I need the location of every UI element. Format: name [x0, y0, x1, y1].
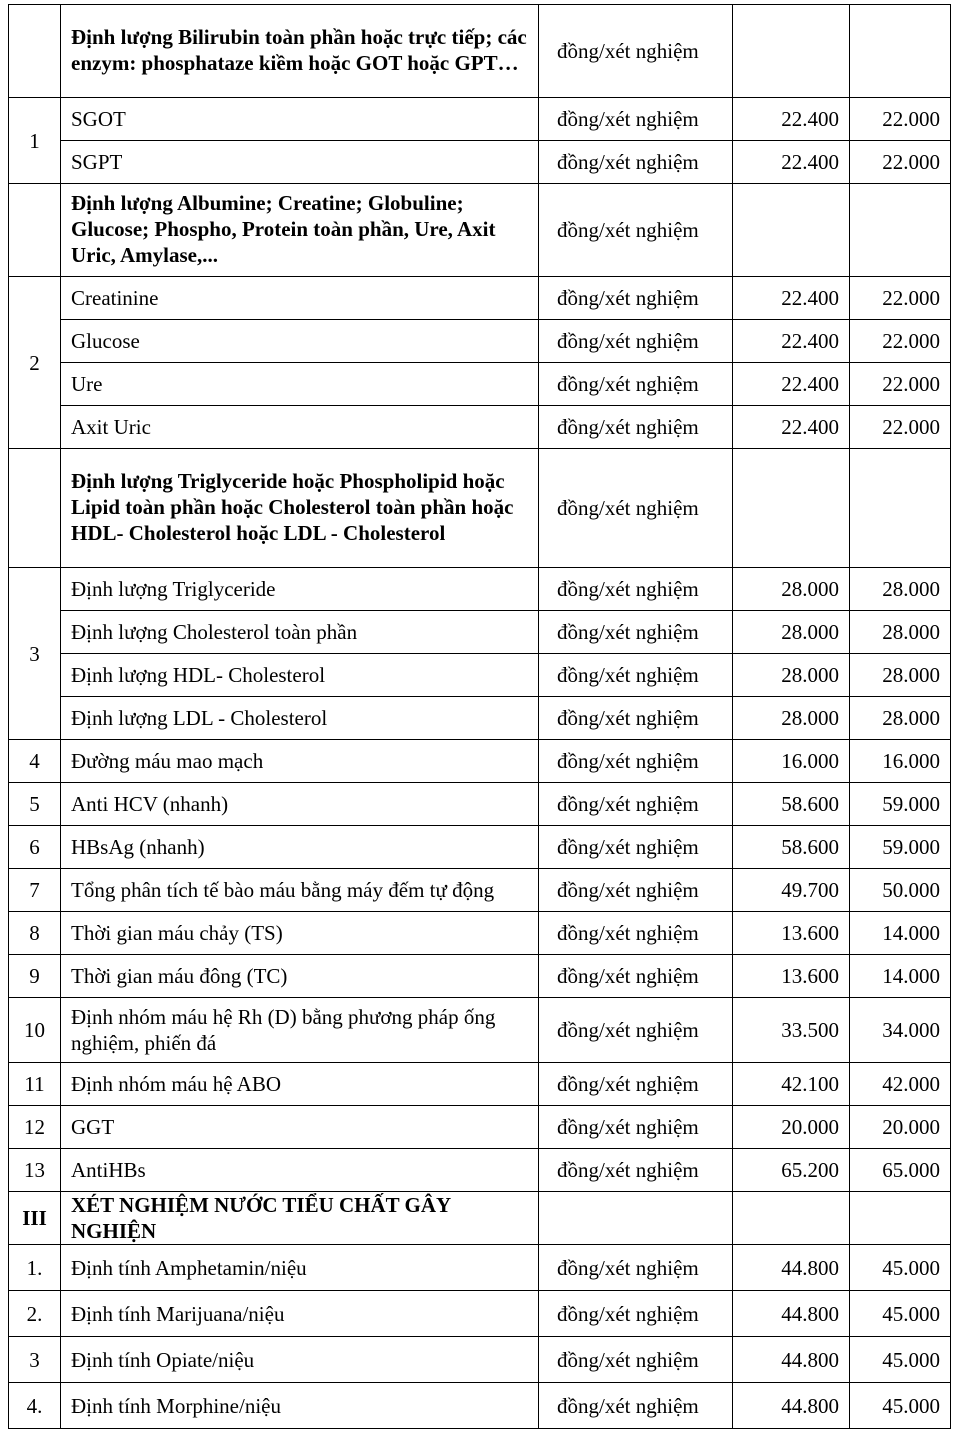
price-old: 28.000 [733, 611, 850, 654]
unit-cell: đồng/xét nghiệm [539, 998, 733, 1063]
unit-cell [539, 1192, 733, 1245]
price-old: 13.600 [733, 955, 850, 998]
section-number: III [9, 1192, 61, 1245]
item-name: SGOT [61, 98, 539, 141]
item-name: SGPT [61, 141, 539, 184]
price-old: 42.100 [733, 1063, 850, 1106]
price-old: 65.200 [733, 1149, 850, 1192]
table-row [9, 1337, 951, 1383]
unit-cell: đồng/xét nghiệm [539, 1149, 733, 1192]
price-new: 22.000 [850, 320, 951, 363]
price-old: 28.000 [733, 654, 850, 697]
unit-cell: đồng/xét nghiệm [539, 1063, 733, 1106]
stt-cell: 4 [9, 740, 61, 783]
table-row [9, 277, 951, 320]
unit-cell: đồng/xét nghiệm [539, 184, 733, 277]
stt-cell: 8 [9, 912, 61, 955]
table-row [9, 1245, 951, 1291]
table-row [9, 955, 951, 998]
stt-cell: 9 [9, 955, 61, 998]
table-row [9, 568, 951, 611]
stt-cell [9, 449, 61, 568]
unit-cell: đồng/xét nghiệm [539, 449, 733, 568]
table-row [9, 826, 951, 869]
item-name: Định lượng Triglyceride [61, 568, 539, 611]
price-new [850, 184, 951, 277]
price-new: 14.000 [850, 912, 951, 955]
item-name: Creatinine [61, 277, 539, 320]
unit-cell: đồng/xét nghiệm [539, 320, 733, 363]
price-new: 45.000 [850, 1245, 951, 1291]
stt-cell: 10 [9, 998, 61, 1063]
price-old: 22.400 [733, 406, 850, 449]
price-new: 22.000 [850, 363, 951, 406]
unit-cell: đồng/xét nghiệm [539, 1106, 733, 1149]
item-name: Đường máu mao mạch [61, 740, 539, 783]
table-row [9, 1106, 951, 1149]
price-old: 22.400 [733, 363, 850, 406]
item-name: Định lượng LDL - Cholesterol [61, 697, 539, 740]
unit-cell: đồng/xét nghiệm [539, 1383, 733, 1429]
item-name: Glucose [61, 320, 539, 363]
unit-cell: đồng/xét nghiệm [539, 826, 733, 869]
price-old: 22.400 [733, 320, 850, 363]
price-new: 42.000 [850, 1063, 951, 1106]
item-name: Ure [61, 363, 539, 406]
price-old [733, 449, 850, 568]
group-name: Định lượng Albumine; Creatine; Globuline; Glucose; Phospho, Protein toàn phần, Ure, Axit Uric, Amylase,... [61, 184, 539, 277]
item-name: Thời gian máu chảy (TS) [61, 912, 539, 955]
price-new: 16.000 [850, 740, 951, 783]
table-row [9, 654, 951, 697]
stt-cell: 12 [9, 1106, 61, 1149]
table-row [9, 869, 951, 912]
unit-cell: đồng/xét nghiệm [539, 1337, 733, 1383]
item-name: Axit Uric [61, 406, 539, 449]
item-name: Định lượng HDL- Cholesterol [61, 654, 539, 697]
price-old: 44.800 [733, 1245, 850, 1291]
table-row [9, 1291, 951, 1337]
table-row [9, 1149, 951, 1192]
unit-cell: đồng/xét nghiệm [539, 869, 733, 912]
price-new: 20.000 [850, 1106, 951, 1149]
price-old: 58.600 [733, 826, 850, 869]
price-new: 65.000 [850, 1149, 951, 1192]
stt-cell: 1 [9, 98, 61, 184]
price-old: 28.000 [733, 568, 850, 611]
unit-cell: đồng/xét nghiệm [539, 1245, 733, 1291]
price-old: 13.600 [733, 912, 850, 955]
unit-cell: đồng/xét nghiệm [539, 697, 733, 740]
item-name: Định tính Morphine/niệu [61, 1383, 539, 1429]
stt-cell: 6 [9, 826, 61, 869]
group-name: Định lượng Triglyceride hoặc Phospholipid hoặc Lipid toàn phần hoặc Cholesterol toàn phần hoặc HDL- Cholesterol hoặc LDL - Cholesterol [61, 449, 539, 568]
table-row [9, 98, 951, 141]
section-row [9, 1192, 951, 1245]
table-row [9, 740, 951, 783]
unit-cell: đồng/xét nghiệm [539, 277, 733, 320]
unit-cell: đồng/xét nghiệm [539, 654, 733, 697]
stt-cell: 2 [9, 277, 61, 449]
unit-cell: đồng/xét nghiệm [539, 912, 733, 955]
stt-cell: 2. [9, 1291, 61, 1337]
stt-cell: 7 [9, 869, 61, 912]
unit-cell: đồng/xét nghiệm [539, 1291, 733, 1337]
section-title: XÉT NGHIỆM NƯỚC TIỂU CHẤT GÂY NGHIỆN [61, 1192, 539, 1245]
group-row [9, 5, 951, 98]
stt-cell: 4. [9, 1383, 61, 1429]
table-row [9, 697, 951, 740]
price-old [733, 184, 850, 277]
unit-cell: đồng/xét nghiệm [539, 363, 733, 406]
item-name: Định nhóm máu hệ ABO [61, 1063, 539, 1106]
price-new: 50.000 [850, 869, 951, 912]
item-name: Định lượng Cholesterol toàn phần [61, 611, 539, 654]
price-new: 22.000 [850, 98, 951, 141]
unit-cell: đồng/xét nghiệm [539, 406, 733, 449]
price-new: 45.000 [850, 1383, 951, 1429]
unit-cell: đồng/xét nghiệm [539, 568, 733, 611]
price-new [850, 449, 951, 568]
price-new: 22.000 [850, 406, 951, 449]
price-old [733, 5, 850, 98]
price-new: 22.000 [850, 141, 951, 184]
unit-cell: đồng/xét nghiệm [539, 611, 733, 654]
unit-cell: đồng/xét nghiệm [539, 98, 733, 141]
price-new: 34.000 [850, 998, 951, 1063]
price-old: 22.400 [733, 98, 850, 141]
price-old: 44.800 [733, 1337, 850, 1383]
table-row [9, 141, 951, 184]
group-name: Định lượng Bilirubin toàn phần hoặc trực tiếp; các enzym: phosphataze kiềm hoặc GOT hoặc GPT… [61, 5, 539, 98]
unit-cell: đồng/xét nghiệm [539, 141, 733, 184]
table-row [9, 320, 951, 363]
item-name: Tổng phân tích tế bào máu bằng máy đếm tự động [61, 869, 539, 912]
price-new: 59.000 [850, 783, 951, 826]
price-new: 14.000 [850, 955, 951, 998]
price-old: 58.600 [733, 783, 850, 826]
group-row [9, 449, 951, 568]
price-new: 28.000 [850, 654, 951, 697]
price-new: 45.000 [850, 1337, 951, 1383]
price-new: 28.000 [850, 568, 951, 611]
item-name: Định tính Opiate/niệu [61, 1337, 539, 1383]
price-old: 22.400 [733, 141, 850, 184]
table-row [9, 363, 951, 406]
unit-cell: đồng/xét nghiệm [539, 5, 733, 98]
item-name: Thời gian máu đông (TC) [61, 955, 539, 998]
table-row [9, 783, 951, 826]
stt-cell: 13 [9, 1149, 61, 1192]
unit-cell: đồng/xét nghiệm [539, 783, 733, 826]
stt-cell: 5 [9, 783, 61, 826]
stt-cell: 3 [9, 568, 61, 740]
table-row [9, 998, 951, 1063]
price-new: 22.000 [850, 277, 951, 320]
item-name: Anti HCV (nhanh) [61, 783, 539, 826]
price-old: 16.000 [733, 740, 850, 783]
price-old: 49.700 [733, 869, 850, 912]
item-name: Định tính Amphetamin/niệu [61, 1245, 539, 1291]
price-old: 20.000 [733, 1106, 850, 1149]
item-name: Định nhóm máu hệ Rh (D) bằng phương pháp ống nghiệm, phiến đá [61, 998, 539, 1063]
table-row [9, 406, 951, 449]
table-row [9, 611, 951, 654]
price-new: 28.000 [850, 697, 951, 740]
price-new: 28.000 [850, 611, 951, 654]
price-new: 45.000 [850, 1291, 951, 1337]
stt-cell: 11 [9, 1063, 61, 1106]
price-old: 44.800 [733, 1383, 850, 1429]
price-old: 22.400 [733, 277, 850, 320]
price-new [850, 5, 951, 98]
stt-cell: 1. [9, 1245, 61, 1291]
item-name: Định tính Marijuana/niệu [61, 1291, 539, 1337]
price-new: 59.000 [850, 826, 951, 869]
price-new [850, 1192, 951, 1245]
stt-cell [9, 184, 61, 277]
price-old [733, 1192, 850, 1245]
item-name: HBsAg (nhanh) [61, 826, 539, 869]
table-row [9, 1383, 951, 1429]
price-table [8, 4, 951, 1429]
price-old: 28.000 [733, 697, 850, 740]
unit-cell: đồng/xét nghiệm [539, 740, 733, 783]
stt-cell: 3 [9, 1337, 61, 1383]
table-row [9, 1063, 951, 1106]
price-old: 44.800 [733, 1291, 850, 1337]
table-row [9, 912, 951, 955]
item-name: AntiHBs [61, 1149, 539, 1192]
unit-cell: đồng/xét nghiệm [539, 955, 733, 998]
table-body [9, 5, 951, 1429]
price-old: 33.500 [733, 998, 850, 1063]
stt-cell [9, 5, 61, 98]
group-row [9, 184, 951, 277]
item-name: GGT [61, 1106, 539, 1149]
